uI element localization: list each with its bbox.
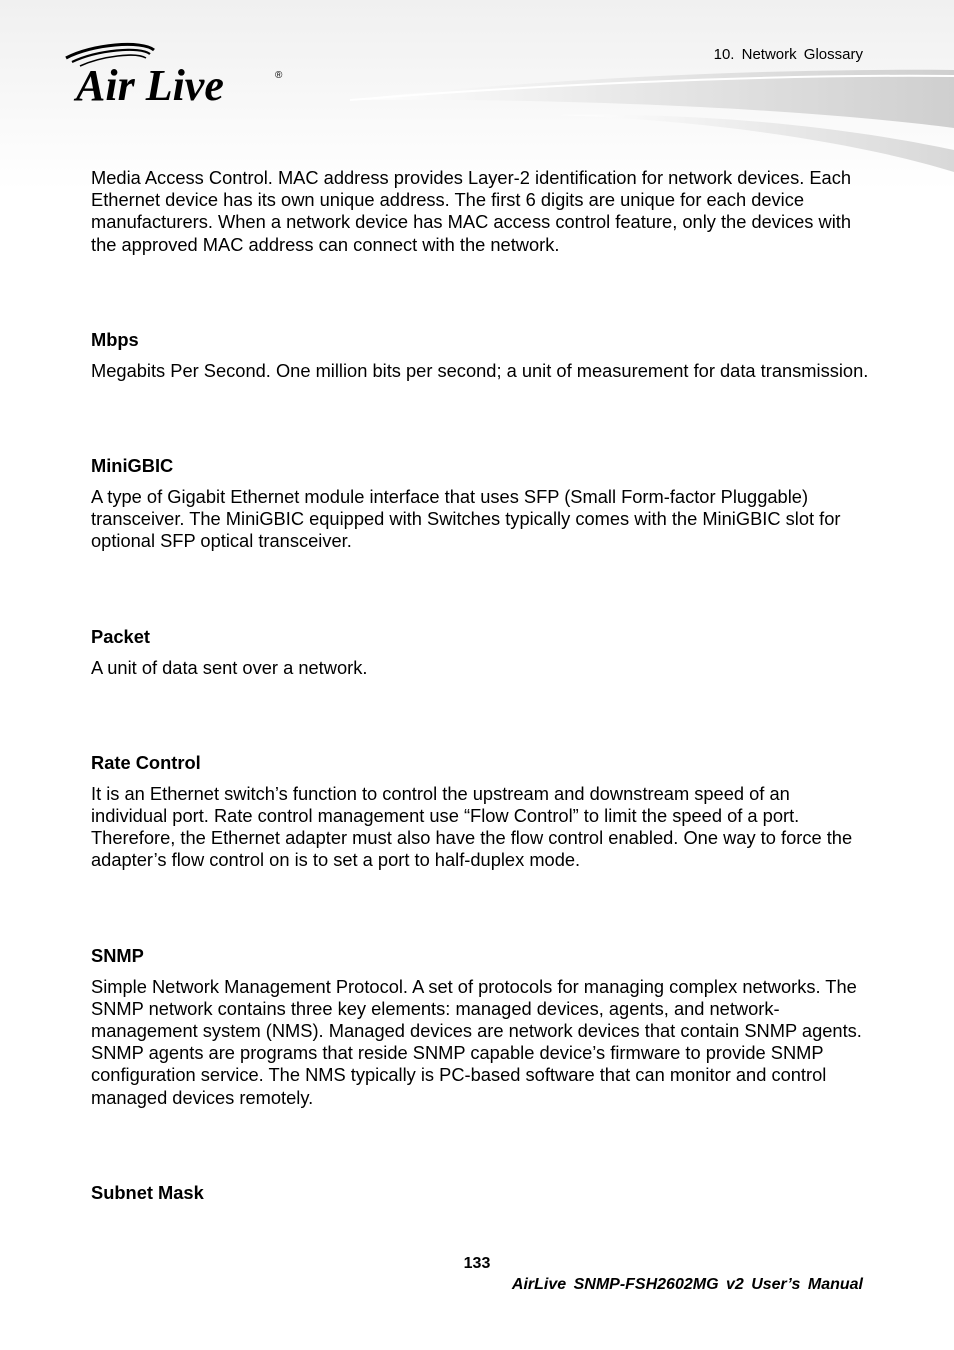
glossary-term-mbps: Mbps [91, 328, 139, 350]
page-number: 133 [463, 1255, 491, 1272]
glossary-term-subnet-mask: Subnet Mask [91, 1181, 204, 1203]
glossary-term-minigbic: MiniGBIC [91, 455, 174, 477]
chapter-heading: 10. Network Glossary [713, 46, 863, 63]
airlive-logo [62, 40, 292, 110]
mac-definition: Media Access Control. MAC address provides Layer-2 identification for network devices. Each Ethernet device has its own unique address. The first 6 digits are unique for each device manufacturers. When a network device has MAC access control feature, only the devices with the approved MAC address can connect with the network. [91, 167, 852, 255]
glossary-content [91, 167, 871, 1204]
glossary-term-packet: Packet [91, 625, 150, 647]
glossary-term-snmp: SNMP [91, 944, 144, 966]
packet-definition: A unit of data sent over a network. [91, 656, 368, 678]
svg-text:Air Live: Air Live [76, 61, 224, 110]
mbps-definition: Megabits Per Second. One million bits per second; a unit of measurement for data transmission. [91, 359, 869, 381]
svg-text:®: ® [275, 70, 283, 81]
manual-title: AirLive SNMP-FSH2602MG v2 User’s Manual [511, 1276, 863, 1293]
minigbic-definition: A type of Gigabit Ethernet module interface that uses SFP (Small Form-factor Pluggable) transceiver. The MiniGBIC equipped with Switches typically comes with the MiniGBIC slot for optional SFP optical transceiver. [91, 486, 841, 552]
snmp-definition: Simple Network Management Protocol. A set of protocols for managing complex networks. The SNMP network contains three key elements: managed devices, agents, and network-management system (NMS). Managed devices are network devices that contain SNMP agents. SNMP agents are programs that reside SNMP capable device’s firmware to provide SNMP configuration service. The NMS typically is PC-based software that can monitor and control managed devices remotely. [91, 975, 862, 1108]
glossary-term-rate-control: Rate Control [91, 751, 201, 773]
rate-control-definition: It is an Ethernet switch’s function to control the upstream and downstream speed of an individual port. Rate control management use “Flow Control” to limit the speed of a port. Therefore, the Ethernet adapter must also have the flow control enabled. One way to force the adapter’s flow control on is to set a port to half-duplex mode. [91, 782, 853, 871]
